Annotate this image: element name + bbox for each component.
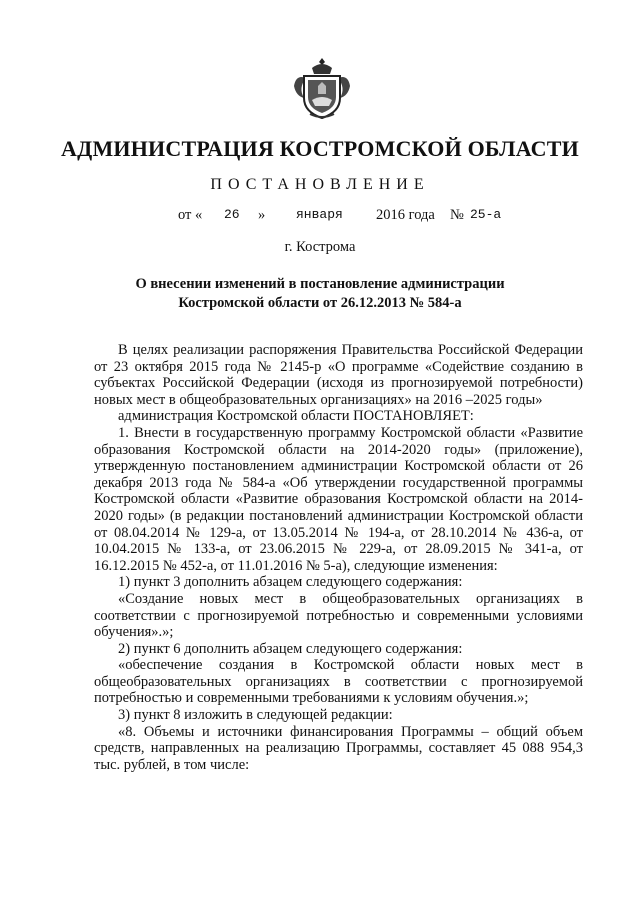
- document-number: 25-а: [470, 207, 502, 222]
- resolves-paragraph: администрация Костромской области ПОСТАНОВЛЯЕТ:: [118, 408, 474, 425]
- date-year: 2016 года: [376, 207, 435, 223]
- document-type: ПОСТАНОВЛЕНИЕ: [210, 176, 430, 193]
- document-body: [94, 342, 583, 773]
- document-title: [0, 275, 640, 313]
- title-line-2: Костромской области от 26.12.2013 № 584-а: [178, 295, 462, 311]
- preamble-paragraph: В целях реализации распоряжения Правительства Российской Федерации от 23 октября 2015 года № 2145-р «О программе «Содействие созданию в субъектах Российской Федерации (исходя из прогнозируемой потребности) новых мест в общеобразовательных организациях» на 2016 –2025 годы»: [94, 342, 583, 408]
- item-1-paragraph: 1. Внести в государственную программу Костромской области «Развитие образования Костромской области на 2014-2020 годы» (приложение), утвержденную постановлением администрации Костромской области от 26 декабря 2013 года № 584-а «Об утверждении государственной программы Костромской области «Развитие образования Костромской области на 2014-2020 годы» (в редакции постановлений администрации Костромской области от 08.04.2014 № 129-а, от 13.05.2014 № 194-а, от 28.10.2014 № 436-а, от 10.04.2015 № 133-а, от 23.06.2015 № 229-а, от 28.09.2015 № 341-а, от 16.12.2015 № 452-а, от 11.01.2016 № 5-а), следующие изменения:: [94, 424, 583, 574]
- date-close-quote: »: [258, 207, 266, 223]
- city: г. Кострома: [284, 239, 356, 255]
- subitem-2-quote: «обеспечение создания в Костромской области новых мест в общеобразовательных организациях в соответствии с прогнозируемой потребностью и современными требованиями к условиям обучения.»;: [94, 657, 583, 707]
- subitem-2-paragraph: 2) пункт 6 дополнить абзацем следующего содержания:: [118, 640, 463, 657]
- organization-name: АДМИНИСТРАЦИЯ КОСТРОМСКОЙ ОБЛАСТИ: [61, 136, 579, 161]
- coat-of-arms-emblem: [292, 56, 352, 122]
- subitem-1-paragraph: 1) пункт 3 дополнить абзацем следующего содержания:: [118, 574, 463, 591]
- subitem-3-paragraph: 3) пункт 8 изложить в следующей редакции:: [118, 707, 393, 724]
- date-prefix: от «: [178, 207, 203, 223]
- subitem-3-quote: «8. Объемы и источники финансирования Программы – общий объем средств, направленных на реализацию Программы, составляет 45 088 954,3 тыс. рублей, в том числе:: [94, 723, 583, 773]
- date-line: [0, 207, 640, 229]
- title-line-1: О внесении изменений в постановление администрации: [135, 276, 505, 292]
- subitem-1-quote: «Создание новых мест в общеобразовательных организациях в соответствии с прогнозируемой потребностью и современными условиями обучения».»;: [94, 590, 583, 641]
- date-day: 26: [224, 207, 240, 222]
- date-month: января: [296, 207, 343, 222]
- number-sign: №: [450, 207, 464, 223]
